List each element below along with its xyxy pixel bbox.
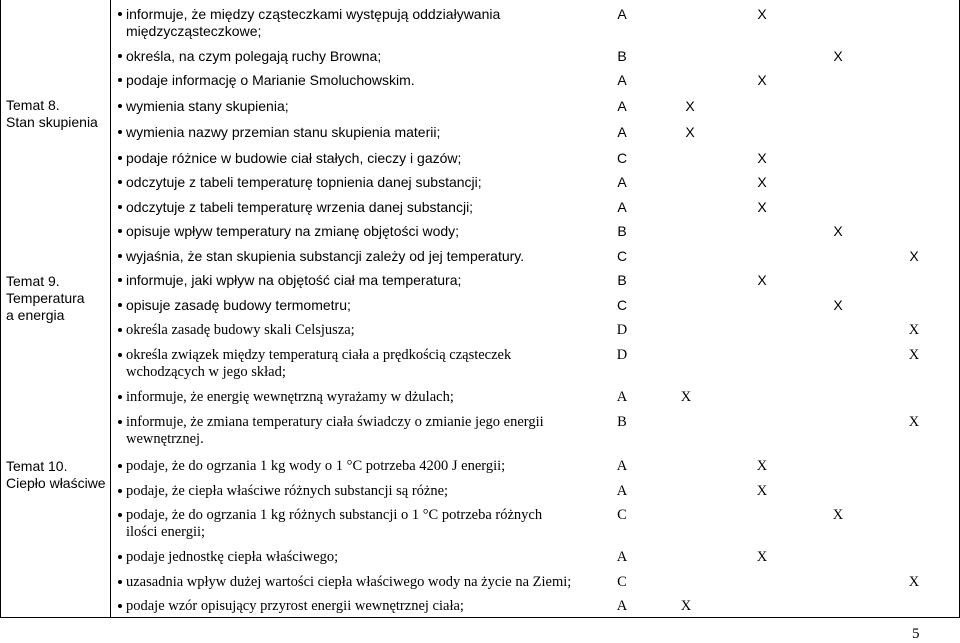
bullet-icon (118, 78, 122, 82)
x-mark: X (756, 458, 768, 474)
level-cell: A (616, 549, 628, 565)
level-cell: B (617, 48, 627, 64)
requirement-text: wymienia stany skupienia; (126, 98, 289, 114)
requirement-text: informuje, że zmiana temperatury ciała świadczy o zmianie jego energii wewnętrznej. (126, 414, 544, 447)
requirement-text: podaje jednostkę ciepła właściwego; (126, 549, 339, 565)
requirement-text: podaje, że ciepła właściwe różnych substancji są różne; (126, 483, 449, 499)
requirement-text: podaje, że do ogrzania 1 kg wody o 1 °C potrzeba 4200 J energii; (126, 458, 506, 474)
level-cell: B (617, 223, 627, 239)
x-mark: X (833, 223, 843, 239)
x-mark: X (908, 347, 920, 363)
requirement-text: określa, na czym polegają ruchy Browna; (126, 48, 382, 64)
level-cell: A (617, 199, 627, 215)
requirement-text: opisuje wpływ temperatury na zmianę objętości wody; (126, 223, 460, 239)
x-mark: X (757, 272, 767, 288)
level-cell: A (617, 98, 627, 114)
level-cell: A (617, 174, 627, 190)
level-cell: A (616, 598, 628, 614)
bullet-icon (118, 130, 122, 134)
level-cell: C (616, 150, 628, 166)
x-mark: X (908, 574, 920, 590)
x-mark: X (685, 98, 695, 114)
bullet-icon (118, 156, 122, 160)
requirement-text: informuje, że między cząsteczkami występują oddziaływania międzycząsteczkowe; (126, 6, 501, 39)
bullet-icon (118, 328, 122, 332)
level-cell: A (617, 124, 627, 140)
bullet-icon (118, 353, 122, 357)
topic-10 (6, 458, 106, 492)
requirement-text: wyjaśnia, że stan skupienia substancji zależy od jej temperatury. (126, 248, 525, 264)
topic-label: Ciepło właściwe (6, 475, 106, 491)
level-cell: C (617, 507, 627, 523)
x-mark: X (680, 389, 692, 405)
requirement-text: podaje wzór opisujący przyrost energii wewnętrznej ciała; (126, 598, 464, 614)
requirement-text: odczytuje z tabeli temperaturę wrzenia danej substancji; (126, 199, 474, 215)
level-cell: A (617, 6, 627, 22)
x-mark: X (685, 124, 695, 140)
topic-label: Temat 8. (6, 97, 60, 113)
level-cell: C (616, 248, 628, 264)
requirement-text: opisuje zasadę budowy termometru; (126, 297, 351, 313)
topic-label: Stan skupienia (6, 114, 98, 130)
bullet-icon (118, 489, 122, 493)
x-mark: X (757, 150, 767, 166)
x-mark: X (757, 174, 767, 190)
level-cell: A (616, 458, 628, 474)
bullet-icon (118, 278, 122, 282)
level-cell: C (617, 574, 627, 590)
x-mark: X (757, 199, 767, 215)
requirement-text: podaje, że do ogrzania 1 kg różnych substancji o 1 °C potrzeba różnych ilości energii; (126, 507, 543, 540)
level-cell: A (616, 389, 628, 405)
x-mark: X (908, 414, 920, 430)
bullet-icon (118, 104, 122, 108)
bullet-icon (118, 555, 122, 559)
requirement-text: informuje, że energię wewnętrzną wyrażamy w dżulach; (126, 389, 454, 405)
requirement-text: podaje różnice w budowie ciał stałych, cieczy i gazów; (126, 150, 462, 166)
x-mark: X (757, 6, 767, 22)
bullet-icon (118, 464, 122, 468)
requirement-text: określa związek między temperaturą ciała a prędkością cząsteczek wchodzących w jego skład; (126, 347, 512, 380)
topic-label: Temat 10. (6, 458, 68, 474)
requirement-text: podaje informację o Marianie Smoluchowskim. (126, 72, 415, 88)
topic-label: a energia (6, 307, 65, 323)
page-number: 5 (912, 626, 920, 642)
bullet-icon (118, 604, 122, 608)
x-mark: X (833, 48, 843, 64)
level-cell: A (616, 483, 628, 499)
bullet-icon (118, 513, 122, 517)
requirement-text: uzasadnia wpływ dużej wartości ciepła właściwego wody na życie na Ziemi; (126, 574, 572, 590)
x-mark: X (909, 248, 919, 264)
bullet-icon (118, 580, 122, 584)
bullet-icon (118, 205, 122, 209)
x-mark: X (756, 549, 768, 565)
bullet-icon (118, 254, 122, 258)
topic-8 (6, 97, 106, 131)
level-cell: D (616, 347, 628, 363)
bullet-icon (118, 180, 122, 184)
x-mark: X (756, 483, 768, 499)
bullet-icon (118, 420, 122, 424)
level-cell: A (617, 72, 627, 88)
requirement-text: odczytuje z tabeli temperaturę topnienia danej substancji; (126, 174, 482, 190)
level-cell: C (616, 297, 628, 313)
topic-label: Temperatura (6, 290, 85, 306)
x-mark: X (680, 598, 692, 614)
x-mark: X (757, 72, 767, 88)
bullet-icon (118, 395, 122, 399)
level-cell: B (617, 272, 627, 288)
topic-9 (6, 273, 106, 324)
level-cell: D (616, 322, 628, 338)
bullet-icon (118, 54, 122, 58)
column-divider (110, 0, 111, 617)
requirement-text: określa zasadę budowy skali Celsjusza; (126, 322, 355, 338)
x-mark: X (833, 297, 843, 313)
requirement-text: informuje, jaki wpływ na objętość ciał ma temperatura; (126, 272, 462, 288)
x-mark: X (908, 322, 920, 338)
topic-label: Temat 9. (6, 273, 60, 289)
requirement-text: wymienia nazwy przemian stanu skupienia materii; (126, 124, 441, 140)
x-mark: X (832, 507, 844, 523)
level-cell: B (617, 414, 627, 430)
bullet-icon (118, 229, 122, 233)
bullet-icon (118, 12, 122, 16)
bullet-icon (118, 303, 122, 307)
